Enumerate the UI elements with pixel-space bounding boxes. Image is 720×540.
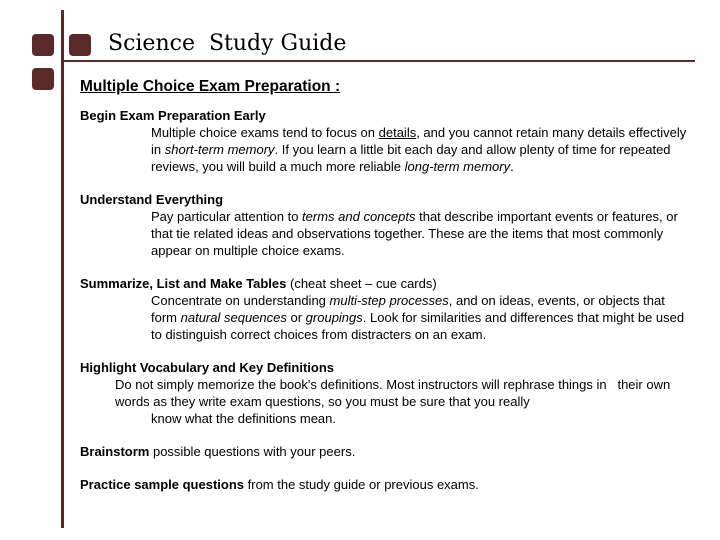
section-summarize	[80, 275, 690, 343]
text-run: , and on ideas, events, or objects that form	[151, 293, 665, 325]
section-heading: Practice sample questions	[80, 477, 245, 492]
decor-square-1	[32, 34, 54, 56]
section-heading-line	[80, 275, 690, 292]
section-vocabulary	[80, 359, 690, 427]
text-run: . If you learn a little bit each day and allow plenty of time for repeated reviews, you will build a much more reliable	[151, 142, 671, 174]
emphasis-natural-sequences: natural sequences	[180, 310, 287, 325]
section-heading: Summarize, List and Make Tables	[80, 276, 287, 291]
section-heading: Brainstorm	[80, 444, 150, 459]
section-body	[151, 124, 690, 175]
text-run: possible questions with your peers.	[149, 444, 356, 459]
slide-subtitle: Multiple Choice Exam Preparation :	[80, 78, 341, 95]
decor-square-3	[32, 68, 54, 90]
text-run: Concentrate on understanding	[151, 293, 330, 308]
heading-note: (cheat sheet – cue cards)	[286, 276, 437, 291]
text-run: or	[286, 310, 306, 325]
section-brainstorm	[80, 443, 690, 460]
slide-title: Science Study Guide	[108, 31, 347, 56]
text-run: Pay particular attention to	[151, 209, 303, 224]
emphasis-short-term-memory: short-term memory	[164, 142, 275, 157]
section-heading: Highlight Vocabulary and Key Definitions	[80, 360, 335, 375]
emphasis-terms-concepts: terms and concepts	[302, 209, 416, 224]
emphasis-details: details	[378, 125, 417, 140]
horizontal-divider	[61, 60, 695, 62]
vertical-divider	[61, 10, 64, 528]
emphasis-long-term-memory: long-term memory	[404, 159, 511, 174]
text-run: Do not simply memorize the book's definitions. Most instructors will rephrase things in their own words as they write exam questions, so you must be sure that you really	[115, 377, 674, 409]
section-heading: Understand Everything	[80, 192, 224, 207]
section-heading: Begin Exam Preparation Early	[80, 108, 266, 123]
text-run: Multiple choice exams tend to focus on	[151, 125, 379, 140]
section-body	[115, 376, 690, 427]
section-body	[151, 208, 690, 259]
text-run: that describe important events or features, or that tie related ideas and observations together. These are the items that most commonly appear on multiple choice exams.	[151, 209, 678, 258]
text-run: . Look for similarities and differences that might be used to distinguish correct choices from distracters on an exam.	[151, 310, 685, 342]
text-run: , and you cannot retain many details effectively in	[151, 125, 687, 157]
section-begin-early	[80, 107, 690, 175]
emphasis-groupings: groupings	[305, 310, 363, 325]
text-run: from the study guide or previous exams.	[244, 477, 479, 492]
emphasis-multi-step: multi-step processes	[329, 293, 449, 308]
slide-content	[80, 78, 690, 509]
section-body	[151, 292, 690, 343]
section-practice	[80, 476, 690, 493]
text-run: .	[510, 159, 514, 174]
text-run: know what the definitions mean.	[151, 411, 336, 426]
decor-square-2	[69, 34, 91, 56]
section-understand	[80, 191, 690, 259]
